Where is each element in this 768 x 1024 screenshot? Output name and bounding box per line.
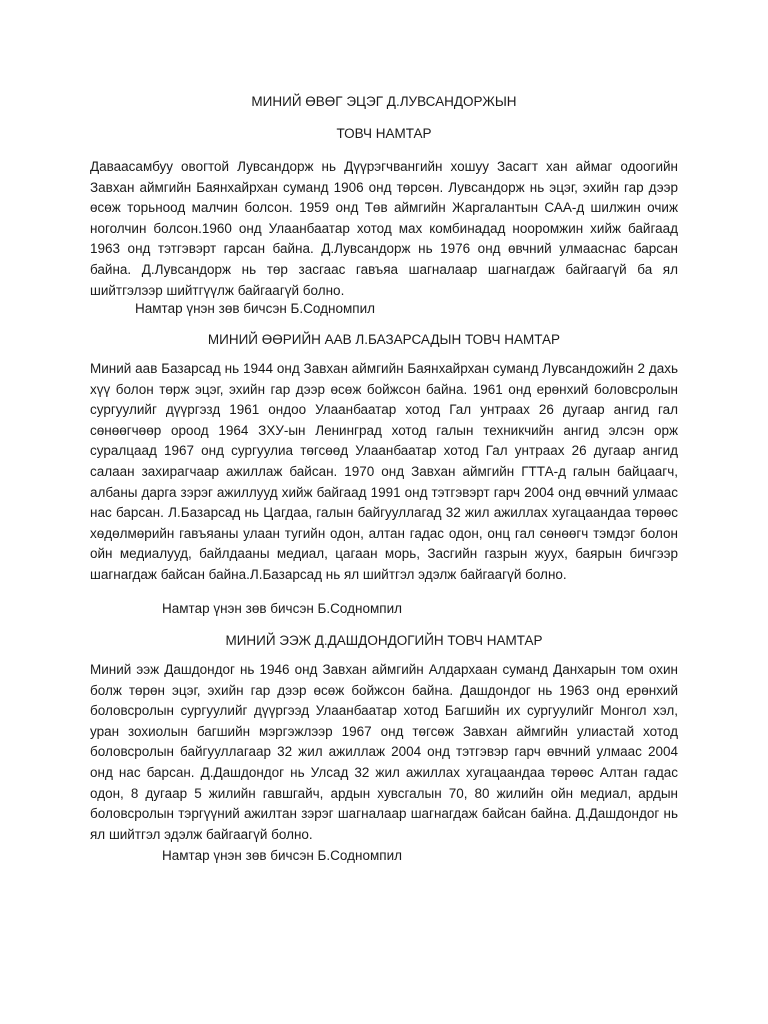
section2-body: Миний аав Базарсад нь 1944 онд Завхан аймгийн Баянхайрхан суманд Лувсандожийн 2 дахь хүү болон төрж эцэг, эхийн гар дээр өсөж бойжсон байна. 1961 онд ерөнхий боловсролын сургуулийг дүүргэзд 1961 ондоо Улаанбаатар хотод Гал унтраах 26 дугаар ангид гал сөнөөгчөөр ороод 1964 ЗХУ-ын Ленинград хотод галын техникчийн ангид элсэн орж суралцаад 1967 онд сургуулиа төгсөөд Улаанбаатар хотод Гал унтраах 26 дугаар ангид салаан захирагчаар ажиллаж байсан. 1970 онд Завхан аймгийн ГТТА-д галын байцаагч, албаны дарга зэрэг ажиллууд хийж байгаад 1991 онд тэтгэвэрт гарч 2004 онд өвчний улмаас нас барсан. Л.Базарсад нь Цагдаа, галын байгууллагад 32 жил ажиллах хугацаандаа төрөөс хөдөлмөрийн гавъяаны улаан тугийн одон, алтан гадас одон, онц гал сөнөөгч тэмдэг болон ойн медиалууд, байлдааны медиал, цагаан морь, Засгийн газрын жуух, баярын бичгээр шагнагдаж байсан байна.Л.Базарсад нь ял шийтгэл эдэлж байгаагүй болно. [90,361,678,582]
section3-signature: Намтар үнэн зөв бичсэн Б.Содномпил [162,848,402,863]
section1-title-line1: МИНИЙ ӨВӨГ ЭЦЭГ Д.ЛУВСАНДОРЖЫН [251,94,517,109]
section1-body: Даваасамбуу овогтой Лувсандорж нь Дүүрэгчвангийн хошуу Засагт хан аймаг одоогийн Завхан аймгийн Баянхайрхан суманд 1906 онд төрсөн. Лувсандорж нь эцэг, эхийн гар дээр өсөж торьноод малчин болсон. 1959 онд Төв аймгийн Жаргалантын САА-д шилжин очиж ноголчин болсон.1960 онд Улаанбаатар хотод мах комбинадад нооромжин хийж байгаад 1963 онд тэтгэвэрт гарсан байна. Д.Лувсандорж нь 1976 онд өвчний улмааснас барсан байна. Д.Лувсандорж нь төр засгаас гавъяа шагналаар шагнагдаж байгаагүй ба ял шийтгэлээр шийтгүүлж байгаагүй болно. [90,159,678,298]
section2-title: МИНИЙ ӨӨРИЙН ААВ Л.БАЗАРСАДЫН ТОВЧ НАМТАР [207,332,561,347]
section1-title-line2: ТОВЧ НАМТАР [336,126,432,141]
section3-title: МИНИЙ ЭЭЖ Д.ДАШДОНДОГИЙН ТОВЧ НАМТАР [225,633,543,648]
section3-body: Миний ээж Дашдондог нь 1946 онд Завхан аймгийн Алдархаан суманд Данхарын том охин болж төрөн эцэг, эхийн гар дээр өсөж бойжсон байна. Дашдондог нь 1963 онд ерөнхий боловсролын сургуулийг дүүргээд Улаанбаатар хотод Багшийн их сургуулийг Монгол хэл, уран зохиолын багшийн мэргэжлээр 1967 онд төгсөж Завхан аймгийн улиастай хотод боловсролын байгууллагаар 32 жил ажиллаж 2004 онд тэтгэвэр гарч өвчний улмаас 2004 онд нас барсан. Д.Дашдондог нь Улсад 32 жил ажиллах хугацаандаа төрөөс Алтан гадас одон, 8 дугаар 5 жилийн гавшгайч, ардын хувсгалын 70, 80 жилийн ойн медиал, ардын боловсролын тэргүүний ажилтан зэрэг шагналаар шагнагдаж байсан байна. Д.Дашдондог нь ял шийтгэл эдэлж байгаагүй болно. [90,662,678,842]
section1-signature: Намтар үнэн зөв бичсэн Б.Содномпил [135,301,375,316]
section2-signature: Намтар үнэн зөв бичсэн Б.Содномпил [162,601,402,616]
